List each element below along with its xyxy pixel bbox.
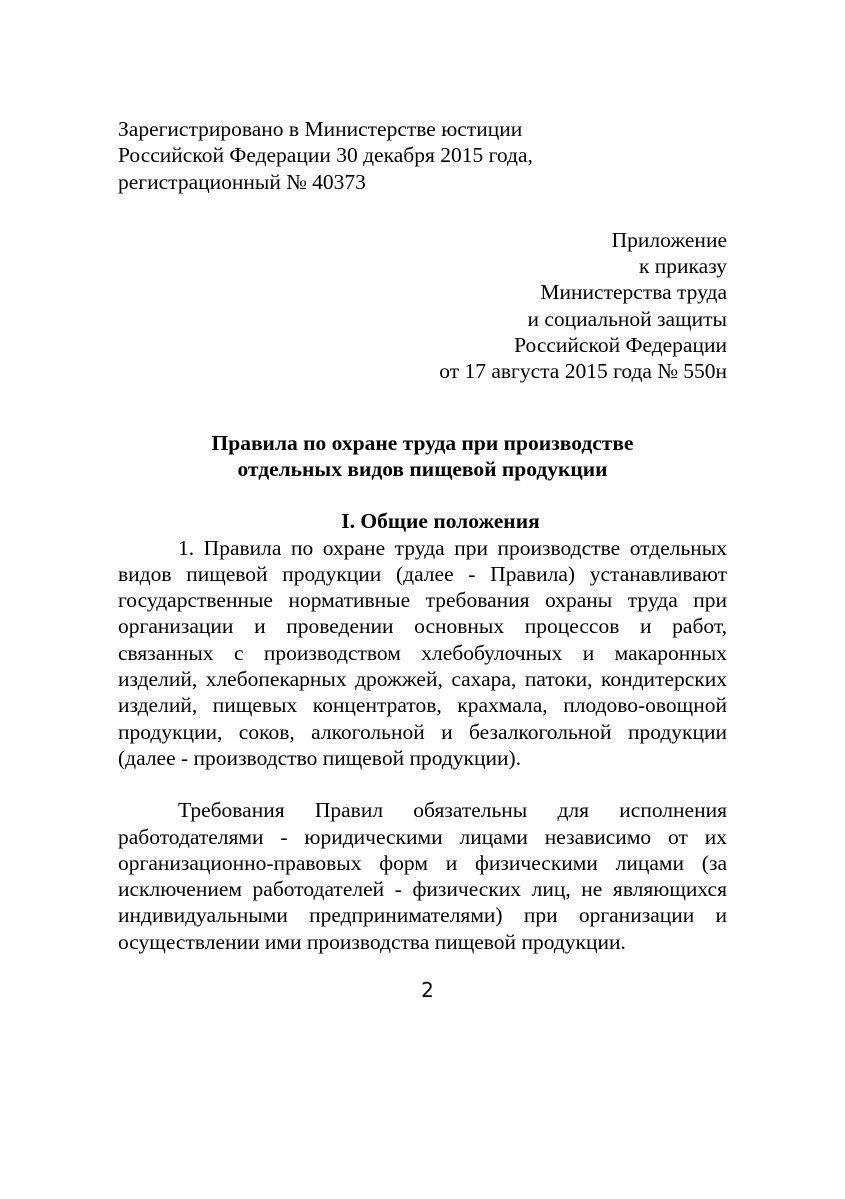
appendix-line-5: Российской Федерации	[514, 333, 727, 358]
page-number: 2	[421, 977, 434, 1002]
document-page	[118, 116, 727, 1003]
paragraph-1: 1. Правила по охране труда при производстве отдельных видов пищевой продукции (далее - Правила) устанавливают государственные нормативные требования охраны труда при организации и проведении основных процессов и работ, связанных с производством хлебобулочных и макаронных изделий, хлебопекарных дрожжей, сахара, патоки, кондитерских изделий, пищевых концентратов, крахмала, плодово-овощной продукции, соков, алкогольной и безалкогольной продукции (далее - производство пищевой продукции).	[118, 535, 727, 770]
registration-line-2: Российской Федерации 30 декабря 2015 года,	[118, 143, 533, 168]
title-line-2: отдельных видов пищевой продукции	[237, 456, 608, 481]
appendix-block	[118, 227, 727, 385]
paragraph-2: Требования Правил обязательны для исполнения работодателями - юридическими лицами независимо от их организационно-правовых форм и физическими лицами (за исключением работодателей - физических лиц, не являющихся индивидуальными предпринимателями) при организации и осуществлении ими производства пищевой продукции.	[118, 798, 727, 954]
appendix-line-2: к приказу	[638, 254, 727, 279]
appendix-line-1: Приложение	[611, 227, 727, 252]
appendix-line-3: Министерства труда	[540, 280, 727, 305]
section-heading: I. Общие положения	[341, 509, 540, 534]
registration-line-1: Зарегистрировано в Министерстве юстиции	[118, 117, 523, 141]
title-line-1: Правила по охране труда при производстве	[211, 430, 634, 455]
appendix-line-6: от 17 августа 2015 года № 550н	[439, 359, 727, 384]
registration-line-3: регистрационный № 40373	[118, 169, 366, 194]
appendix-line-4: и социальной защиты	[527, 306, 727, 331]
document-title	[118, 430, 727, 483]
registration-note	[118, 116, 727, 195]
